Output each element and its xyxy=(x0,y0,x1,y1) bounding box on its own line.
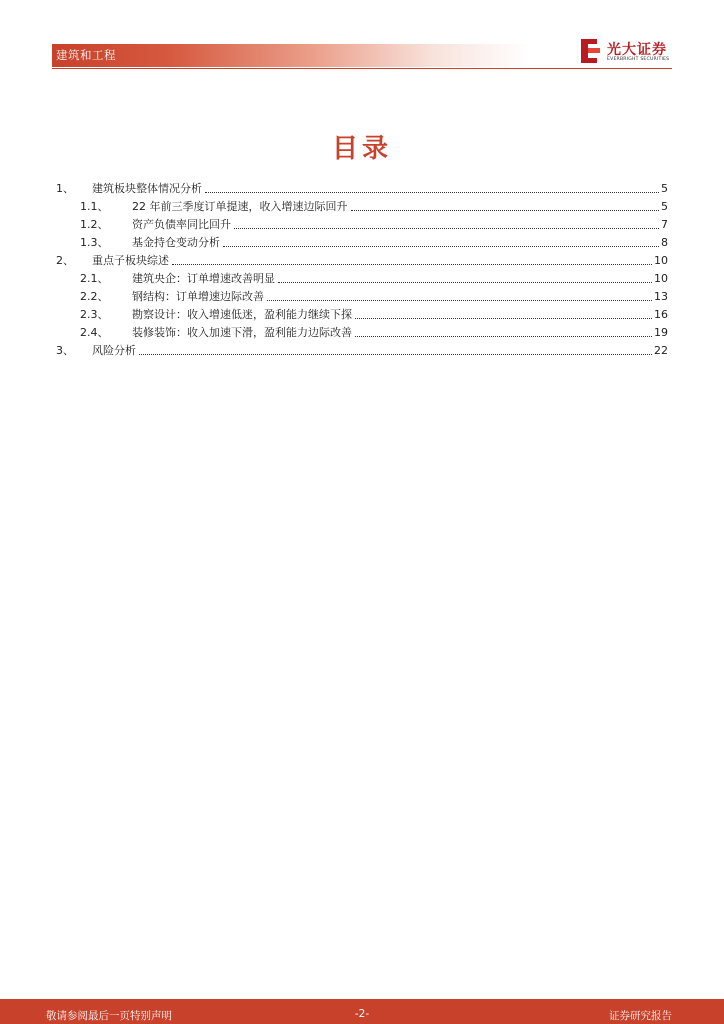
toc-entry[interactable] xyxy=(56,178,668,196)
logo-chinese-text: 光大证券 xyxy=(607,42,667,58)
toc-entry-number: 1.3、 xyxy=(80,236,109,249)
toc-entry-page: 13 xyxy=(654,290,668,303)
toc-entry[interactable] xyxy=(56,322,668,340)
toc-dot-leader xyxy=(234,228,659,229)
footer-disclaimer: 敬请参阅最后一页特别声明 xyxy=(46,1010,172,1022)
logo-mark-icon xyxy=(580,38,602,64)
toc-entry-page: 19 xyxy=(654,326,668,339)
toc-entry-page: 10 xyxy=(654,254,668,267)
toc-entry-title: 风险分析 xyxy=(92,344,136,357)
toc-entry[interactable] xyxy=(56,268,668,286)
toc-entry-title: 装修装饰：收入加速下滑，盈利能力边际改善 xyxy=(132,326,352,339)
toc-entry-number: 3、 xyxy=(56,344,74,357)
toc-dot-leader xyxy=(278,282,652,283)
table-of-contents xyxy=(56,178,668,358)
toc-entry-page: 22 xyxy=(654,344,668,357)
header-divider xyxy=(52,68,672,69)
toc-entry-page: 5 xyxy=(661,182,668,195)
toc-dot-leader xyxy=(223,246,659,247)
toc-entry-page: 7 xyxy=(661,218,668,231)
toc-entry-title: 资产负债率同比回升 xyxy=(132,218,231,231)
toc-entry-title: 建筑央企：订单增速改善明显 xyxy=(132,272,275,285)
toc-entry-number: 2.1、 xyxy=(80,272,109,285)
company-logo xyxy=(580,38,676,66)
toc-entry-number: 2、 xyxy=(56,254,74,267)
toc-dot-leader xyxy=(205,192,659,193)
footer-report-type: 证券研究报告 xyxy=(609,1010,672,1022)
toc-entry-number: 1、 xyxy=(56,182,74,195)
toc-entry[interactable] xyxy=(56,232,668,250)
toc-entry-title: 基金持仓变动分析 xyxy=(132,236,220,249)
header-bar xyxy=(52,44,530,67)
toc-entry-page: 8 xyxy=(661,236,668,249)
toc-entry-number: 1.2、 xyxy=(80,218,109,231)
page-number: -2- xyxy=(354,1008,370,1020)
toc-entry[interactable] xyxy=(56,286,668,304)
toc-entry-title: 22 年前三季度订单提速，收入增速边际回升 xyxy=(132,200,348,213)
toc-dot-leader xyxy=(139,354,652,355)
toc-dot-leader xyxy=(355,336,652,337)
toc-entry[interactable] xyxy=(56,196,668,214)
toc-dot-leader xyxy=(351,210,660,211)
logo-english-text: EVERBRIGHT SECURITIES xyxy=(607,57,670,62)
toc-dot-leader xyxy=(172,264,652,265)
toc-entry[interactable] xyxy=(56,304,668,322)
toc-entry-title: 勘察设计：收入增速低迷，盈利能力继续下探 xyxy=(132,308,352,321)
toc-entry-page: 5 xyxy=(661,200,668,213)
toc-entry-number: 1.1、 xyxy=(80,200,109,213)
toc-entry[interactable] xyxy=(56,340,668,358)
page-title: 目录 xyxy=(331,134,392,164)
toc-dot-leader xyxy=(267,300,652,301)
header-section-title: 建筑和工程 xyxy=(56,48,116,62)
toc-entry[interactable] xyxy=(56,250,668,268)
toc-entry[interactable] xyxy=(56,214,668,232)
toc-entry-title: 建筑板块整体情况分析 xyxy=(92,182,202,195)
toc-entry-title: 重点子板块综述 xyxy=(92,254,169,267)
toc-entry-number: 2.4、 xyxy=(80,326,109,339)
toc-entry-number: 2.3、 xyxy=(80,308,109,321)
toc-dot-leader xyxy=(355,318,652,319)
toc-entry-page: 16 xyxy=(654,308,668,321)
toc-entry-number: 2.2、 xyxy=(80,290,109,303)
toc-entry-title: 钢结构：订单增速边际改善 xyxy=(132,290,264,303)
toc-entry-page: 10 xyxy=(654,272,668,285)
